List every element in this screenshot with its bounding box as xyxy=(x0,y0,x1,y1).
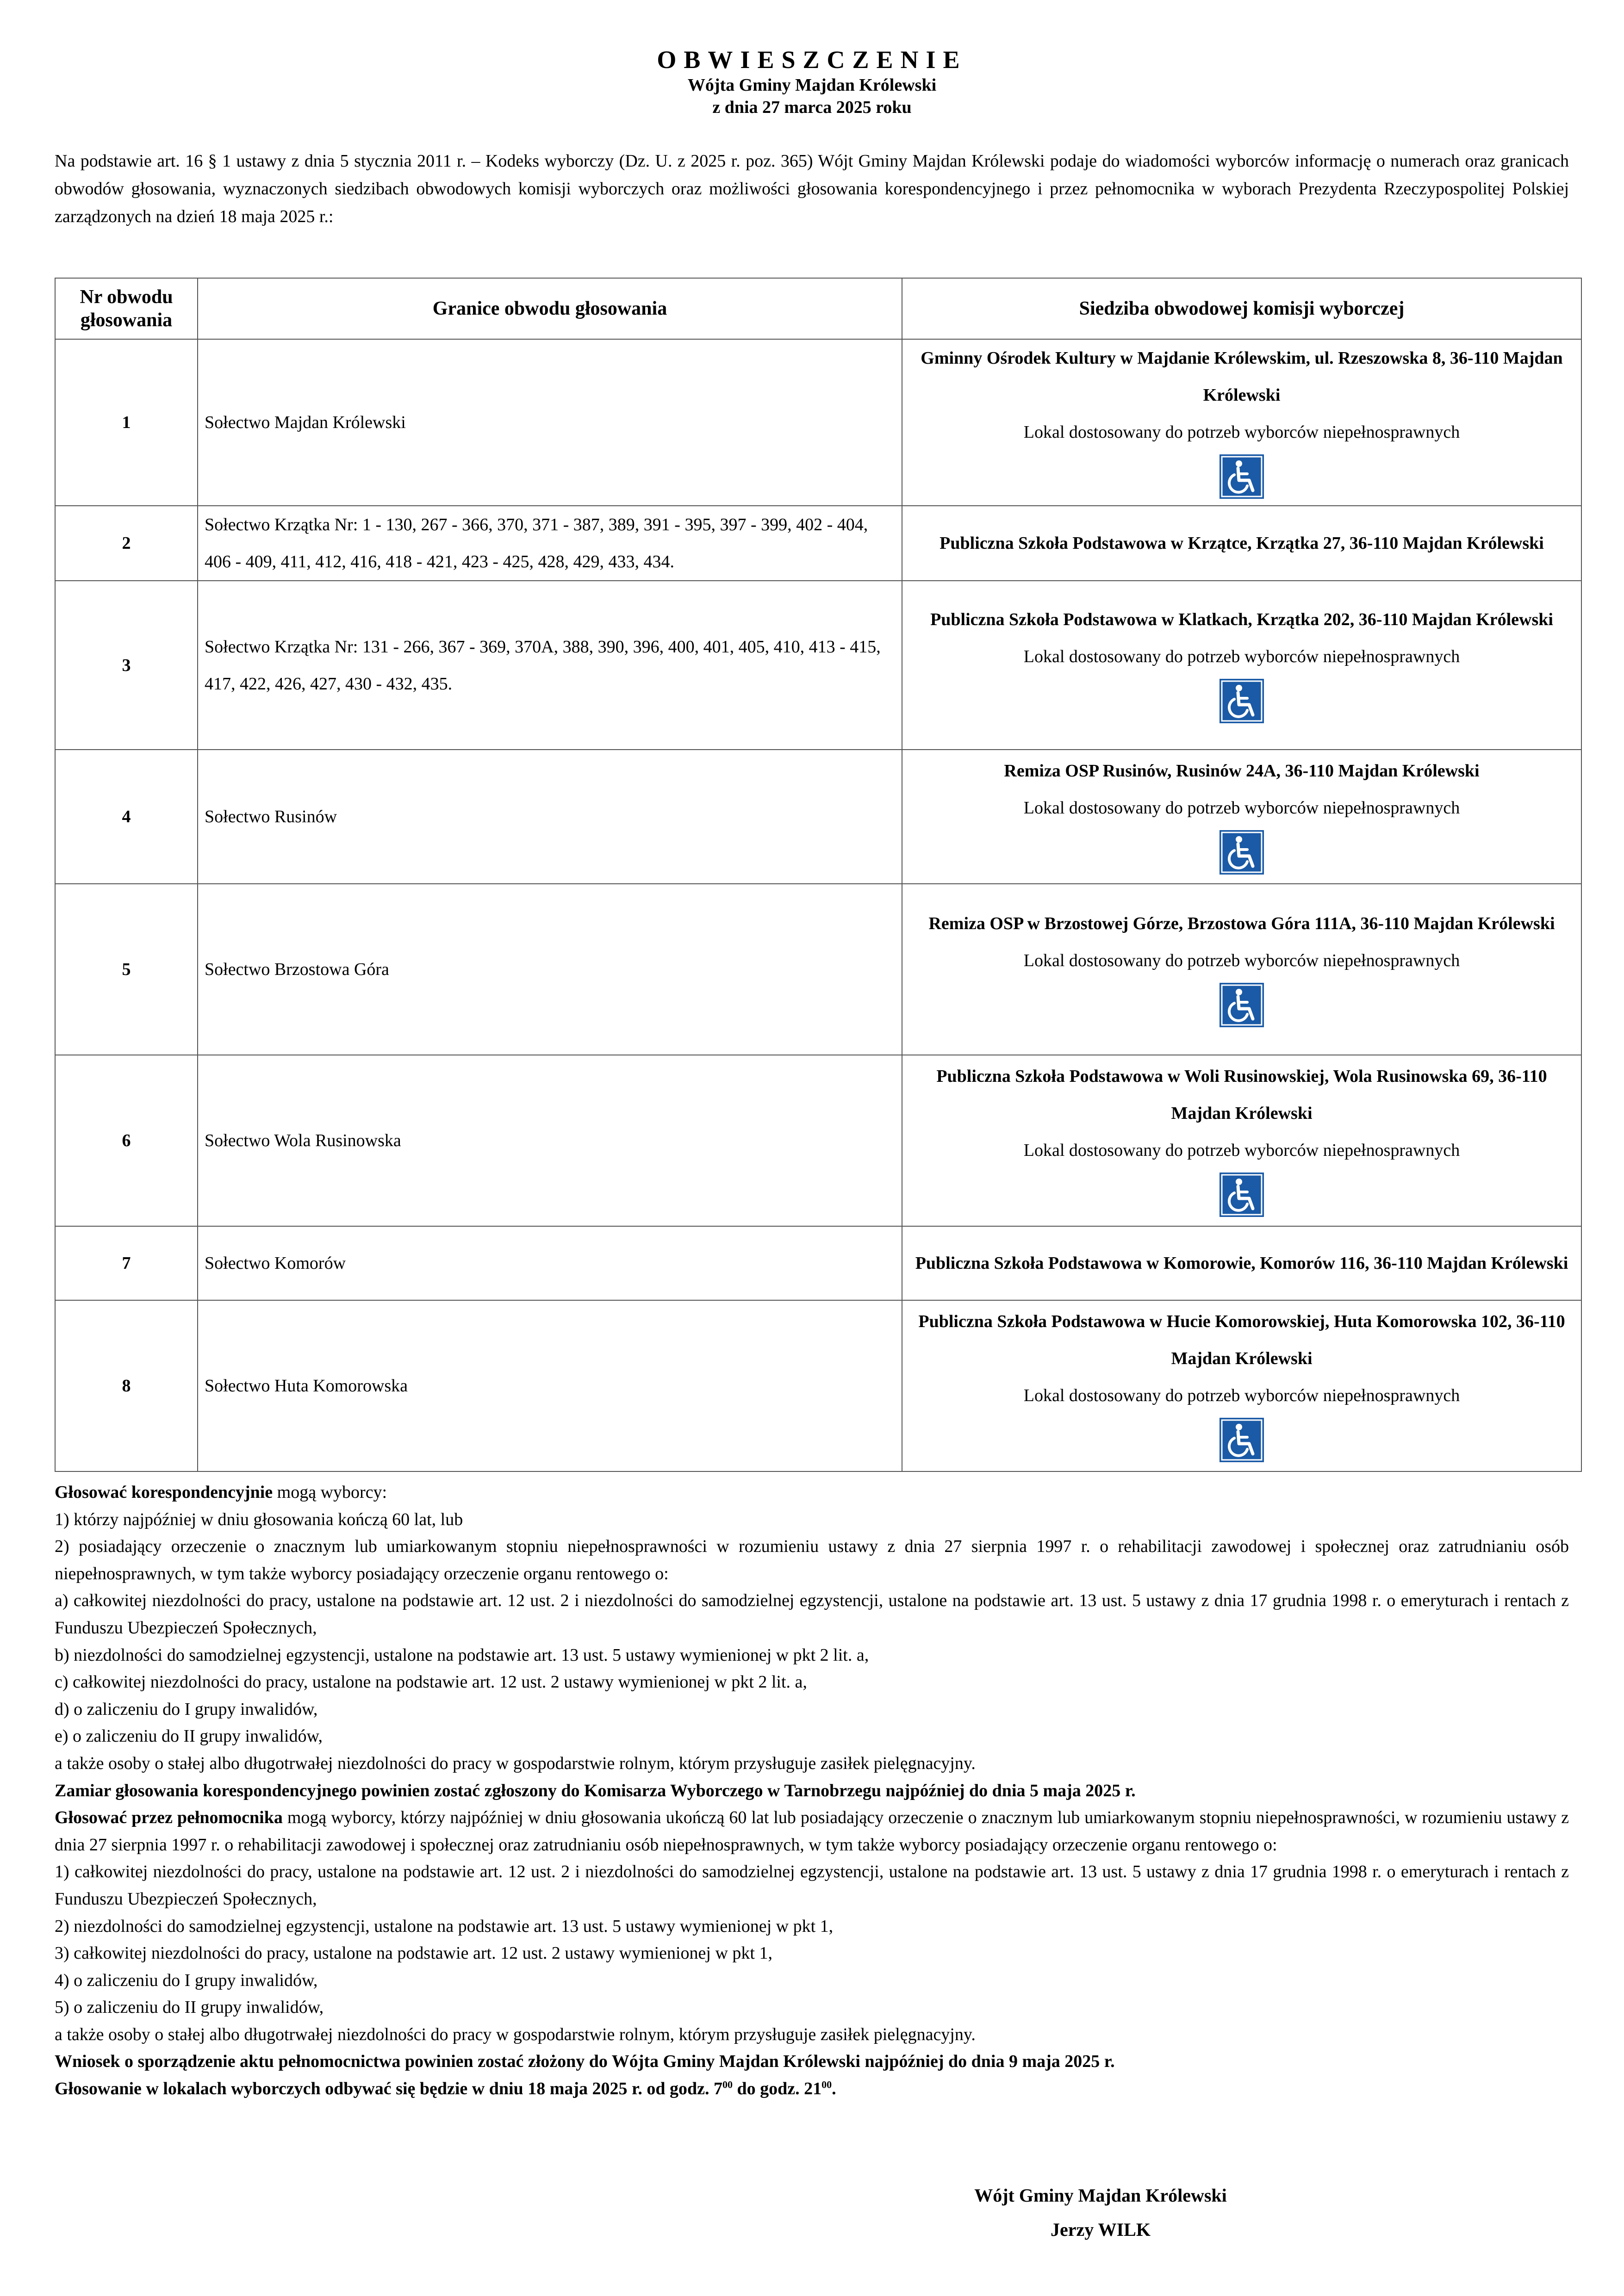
polling-hours-text: Głosowanie w lokalach wyborczych odbywać się będzie w dniu 18 maja 2025 r. od godz. 7 xyxy=(55,2079,723,2099)
voting-notes xyxy=(55,1479,1569,2103)
signature-name: Jerzy WILK xyxy=(1051,2219,1151,2240)
wheelchair-accessibility-icon xyxy=(1219,982,1265,1028)
proxy-item: 4) o zaliczeniu do I grupy inwalidów, xyxy=(55,1970,318,1990)
proxy-voting-intro: mogą wyborcy, którzy najpóźniej w dniu głosowania ukończą 60 lat lub posiadający orzeczenie o znacznym lub umiarkowanym stopniu niepełnosprawności, w rozumieniu ustawy z dnia 27 sierpnia 1997 r. o rehabilitacji zawodowej i społecznej oraz zatrudnianiu osób niepełnosprawnych, w tym także wyborcy posiadający orzeczenie organu rentowego o: xyxy=(55,1808,1569,1855)
table-row xyxy=(55,1055,1581,1226)
intro-paragraph: Na podstawie art. 16 § 1 ustawy z dnia 5 stycznia 2011 r. – Kodeks wyborczy (Dz. U. z 2025 r. poz. 365) Wójt Gminy Majdan Królewski podaje do wiadomości wyborców informację o numerach oraz granicach obwodów głosowania, wyznaczonych siedzibach obwodowych komisji wyborczych oraz możliwości głosowania korespondencyjnego i przez pełnomocnika w wyborach Prezydenta Rzeczypospolitej Polskiej zarządzonych na dzień 18 maja 2025 r.: xyxy=(55,151,1569,226)
commission-seat xyxy=(902,884,1581,1055)
seat-address: Remiza OSP Rusinów, Rusinów 24A, 36-110 Majdan Królewski xyxy=(1004,761,1480,781)
notice-title: OBWIESZCZENIE xyxy=(657,46,967,74)
proxy-item: 5) o zaliczeniu do II grupy inwalidów, xyxy=(55,1998,324,2017)
postal-item: b) niezdolności do samodzielnej egzystencji, ustalone na podstawie art. 13 ust. 5 ustawy wymienionej w pkt 2 lit. a, xyxy=(55,1645,869,1665)
polling-hours-start-minutes: 00 xyxy=(722,2079,733,2091)
accessible-note: Lokal dostosowany do potrzeb wyborców niepełnosprawnych xyxy=(1023,422,1460,442)
notice-date: z dnia 27 marca 2025 roku xyxy=(712,98,912,117)
district-bounds: Sołectwo Wola Rusinowska xyxy=(198,1055,902,1226)
postal-item: e) o zaliczeniu do II grupy inwalidów, xyxy=(55,1726,323,1746)
proxy-deadline: Wniosek o sporządzenie aktu pełnomocnictwa powinien zostać złożony do Wójta Gminy Majdan Królewski najpóźniej do dnia 9 maja 2025 r. xyxy=(55,2052,1115,2072)
header-commission-seat: Siedziba obwodowej komisji wyborczej xyxy=(902,278,1581,339)
proxy-item: 3) całkowitej niezdolności do pracy, ustalone na podstawie art. 12 ust. 2 ustawy wymienionej w pkt 1, xyxy=(55,1943,772,1963)
table-row xyxy=(55,884,1581,1055)
district-bounds: Sołectwo Brzostowa Góra xyxy=(198,884,902,1055)
seat-address: Publiczna Szkoła Podstawowa w Woli Rusinowskiej, Wola Rusinowska 69, 36-110 Majdan Królewski xyxy=(936,1067,1547,1123)
seat-address: Gminny Ośrodek Kultury w Majdanie Królewskim, ul. Rzeszowska 8, 36-110 Majdan Królewski xyxy=(921,348,1563,405)
district-number: 5 xyxy=(55,884,198,1055)
accessible-note: Lokal dostosowany do potrzeb wyborców niepełnosprawnych xyxy=(1023,951,1460,970)
voting-districts-table xyxy=(55,278,1582,1472)
notice-header xyxy=(0,45,1624,118)
district-bounds: Sołectwo Krzątka Nr: 131 - 266, 367 - 369, 370A, 388, 390, 396, 400, 401, 405, 410, 413 - 415, 417, 422, 426, 427, 430 - 432, 435. xyxy=(198,581,902,750)
commission-seat xyxy=(902,750,1581,884)
postal-deadline: Zamiar głosowania korespondencyjnego powinien zostać zgłoszony do Komisarza Wyborczego w Tarnobrzegu najpóźniej do dnia 5 maja 2025 r. xyxy=(55,1781,1136,1800)
notice-issuer: Wójta Gminy Majdan Królewski xyxy=(687,75,937,95)
postal-item: a także osoby o stałej albo długotrwałej niezdolności do pracy w gospodarstwie rolnym, którym przysługuje zasiłek pielęgnacyjny. xyxy=(55,1753,976,1773)
seat-address: Publiczna Szkoła Podstawowa w Komorowie, Komorów 116, 36-110 Majdan Królewski xyxy=(915,1253,1568,1273)
district-number: 3 xyxy=(55,581,198,750)
table-row xyxy=(55,581,1581,750)
table-header-row xyxy=(55,278,1581,339)
table-row xyxy=(55,750,1581,884)
commission-seat xyxy=(902,506,1581,581)
proxy-voting-heading xyxy=(55,1804,1569,1858)
postal-voting-intro: mogą wyborcy: xyxy=(273,1483,387,1502)
wheelchair-accessibility-icon xyxy=(1219,829,1265,875)
district-bounds: Sołectwo Rusinów xyxy=(198,750,902,884)
table-row xyxy=(55,1300,1581,1471)
postal-item: a) całkowitej niezdolności do pracy, ustalone na podstawie art. 12 ust. 2 i niezdolności do samodzielnej egzystencji, ustalone na podstawie art. 13 ust. 5 ustawy z dnia 17 grudnia 1998 r. o emeryturach i rentach z Funduszu Ubezpieczeń Społecznych, xyxy=(55,1591,1569,1638)
district-bounds: Sołectwo Krzątka Nr: 1 - 130, 267 - 366, 370, 371 - 387, 389, 391 - 395, 397 - 399, 402 - 404, 406 - 409, 411, 412, 416, 418 - 421, 423 - 425, 428, 429, 433, 434. xyxy=(198,506,902,581)
seat-address: Publiczna Szkoła Podstawowa w Klatkach, Krzątka 202, 36-110 Majdan Królewski xyxy=(930,609,1553,629)
proxy-item: 1) całkowitej niezdolności do pracy, ustalone na podstawie art. 12 ust. 2 i niezdolności do samodzielnej egzystencji, ustalone na podstawie art. 13 ust. 5 ustawy z dnia 17 grudnia 1998 r. o emeryturach i rentach z Funduszu Ubezpieczeń Społecznych, xyxy=(55,1862,1569,1909)
seat-address: Remiza OSP w Brzostowej Górze, Brzostowa Góra 111A, 36-110 Majdan Królewski xyxy=(928,914,1555,933)
postal-item: c) całkowitej niezdolności do pracy, ustalone na podstawie art. 12 ust. 2 ustawy wymienionej w pkt 2 lit. a, xyxy=(55,1672,807,1692)
district-bounds: Sołectwo Huta Komorowska xyxy=(198,1300,902,1471)
district-number: 2 xyxy=(55,506,198,581)
wheelchair-accessibility-icon xyxy=(1219,1417,1265,1463)
signature-role: Wójt Gminy Majdan Królewski xyxy=(974,2185,1227,2206)
commission-seat xyxy=(902,1226,1581,1300)
district-number: 8 xyxy=(55,1300,198,1471)
postal-item: 1) którzy najpóźniej w dniu głosowania kończą 60 lat, lub xyxy=(55,1509,463,1529)
proxy-item: a także osoby o stałej albo długotrwałej niezdolności do pracy w gospodarstwie rolnym, którym przysługuje zasiłek pielęgnacyjny. xyxy=(55,2024,976,2044)
accessible-note: Lokal dostosowany do potrzeb wyborców niepełnosprawnych xyxy=(1023,646,1460,666)
signature-block xyxy=(962,2178,1239,2247)
commission-seat xyxy=(902,339,1581,506)
seat-address: Publiczna Szkoła Podstawowa w Krzątce, Krzątka 27, 36-110 Majdan Królewski xyxy=(940,534,1544,553)
district-number: 7 xyxy=(55,1226,198,1300)
wheelchair-accessibility-icon xyxy=(1219,453,1265,500)
commission-seat xyxy=(902,581,1581,750)
district-bounds: Sołectwo Komorów xyxy=(198,1226,902,1300)
accessible-note: Lokal dostosowany do potrzeb wyborców niepełnosprawnych xyxy=(1023,798,1460,818)
polling-hours xyxy=(55,2075,1569,2103)
polling-hours-end-minutes: 00 xyxy=(821,2079,832,2091)
district-bounds: Sołectwo Majdan Królewski xyxy=(198,339,902,506)
commission-seat xyxy=(902,1300,1581,1471)
postal-voting-label: Głosować korespondencyjnie xyxy=(55,1483,273,1502)
table-row xyxy=(55,1226,1581,1300)
wheelchair-accessibility-icon xyxy=(1219,678,1265,724)
polling-hours-middle: do godz. 21 xyxy=(733,2079,822,2099)
polling-hours-end: . xyxy=(832,2079,836,2099)
district-number: 6 xyxy=(55,1055,198,1226)
table-row xyxy=(55,339,1581,506)
postal-voting-heading xyxy=(55,1479,1569,1506)
postal-item: d) o zaliczeniu do I grupy inwalidów, xyxy=(55,1699,318,1719)
commission-seat xyxy=(902,1055,1581,1226)
header-district-number: Nr obwodu głosowania xyxy=(55,278,198,339)
district-number: 1 xyxy=(55,339,198,506)
proxy-item: 2) niezdolności do samodzielnej egzystencji, ustalone na podstawie art. 13 ust. 5 ustawy wymienionej w pkt 1, xyxy=(55,1916,834,1936)
table-row xyxy=(55,506,1581,581)
wheelchair-accessibility-icon xyxy=(1219,1172,1265,1218)
district-number: 4 xyxy=(55,750,198,884)
proxy-voting-label: Głosować przez pełnomocnika xyxy=(55,1808,283,1828)
seat-address: Publiczna Szkoła Podstawowa w Hucie Komorowskiej, Huta Komorowska 102, 36-110 Majdan Królewski xyxy=(918,1312,1565,1368)
postal-item: 2) posiadający orzeczenie o znacznym lub umiarkowanym stopniu niepełnosprawności w rozumieniu ustawy z dnia 27 sierpnia 1997 r. o rehabilitacji zawodowej i społecznej oraz zatrudnianiu osób niepełnosprawnych, w tym także wyborcy posiadający orzeczenie organu rentowego o: xyxy=(55,1537,1569,1583)
accessible-note: Lokal dostosowany do potrzeb wyborców niepełnosprawnych xyxy=(1023,1386,1460,1405)
header-district-bounds: Granice obwodu głosowania xyxy=(198,278,902,339)
accessible-note: Lokal dostosowany do potrzeb wyborców niepełnosprawnych xyxy=(1023,1141,1460,1160)
